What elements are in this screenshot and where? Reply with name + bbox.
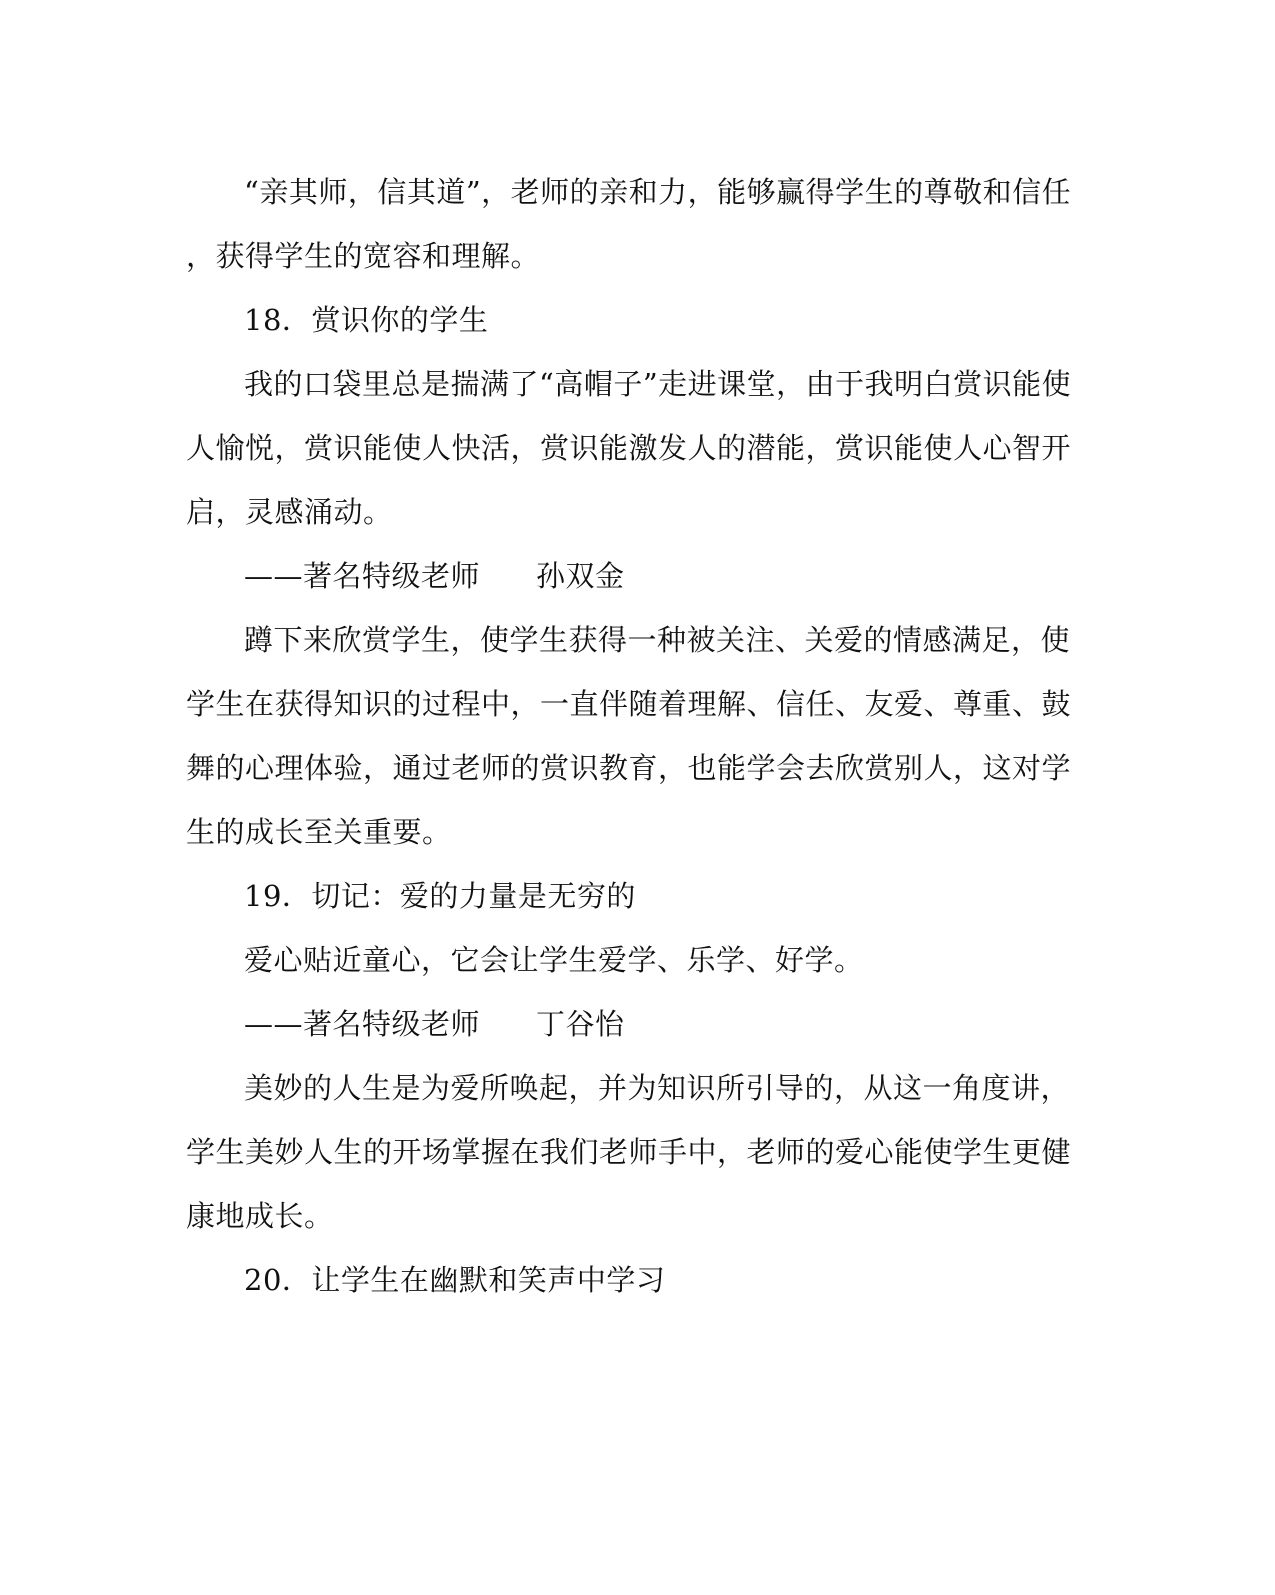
- attribution-name: 孙双金: [536, 559, 625, 593]
- paragraph-line: 舞的心理体验，通过老师的赏识教育，也能学会去欣赏别人，这对学: [186, 751, 1072, 785]
- section-heading-18: 18．赏识你的学生: [244, 303, 489, 337]
- attribution-name: 丁谷怡: [536, 1007, 625, 1041]
- paragraph-line: “亲其师，信其道”，老师的亲和力，能够赢得学生的尊敬和信任: [244, 175, 1072, 209]
- paragraph-line: 生的成长至关重要。: [186, 815, 452, 849]
- paragraph-line: 人愉悦，赏识能使人快活，赏识能激发人的潜能，赏识能使人心智开: [186, 431, 1072, 465]
- attribution-role: ——著名特级老师: [244, 1007, 481, 1041]
- attribution: [244, 556, 625, 596]
- paragraph-line: 康地成长。: [186, 1199, 334, 1233]
- paragraph-line: 启，灵感涌动。: [186, 495, 393, 529]
- paragraph-line: 美妙的人生是为爱所唤起，并为知识所引导的，从这一角度讲，: [244, 1071, 1071, 1105]
- attribution-role: ——著名特级老师: [244, 559, 481, 593]
- paragraph-line: 蹲下来欣赏学生，使学生获得一种被关注、关爱的情感满足，使: [244, 623, 1071, 657]
- paragraph-line: 学生美妙人生的开场掌握在我们老师手中，老师的爱心能使学生更健: [186, 1135, 1072, 1169]
- paragraph-line: 我的口袋里总是揣满了“高帽子”走进课堂，由于我明白赏识能使: [244, 367, 1072, 401]
- attribution: [244, 1004, 625, 1044]
- paragraph-line: 爱心贴近童心，它会让学生爱学、乐学、好学。: [244, 943, 864, 977]
- paragraph-line: ，获得学生的宽容和理解。: [186, 239, 541, 273]
- section-heading-19: 19．切记：爱的力量是无穷的: [244, 879, 636, 913]
- paragraph-line: 学生在获得知识的过程中，一直伴随着理解、信任、友爱、尊重、鼓: [186, 687, 1072, 721]
- section-heading-20: 20．让学生在幽默和笑声中学习: [244, 1263, 666, 1297]
